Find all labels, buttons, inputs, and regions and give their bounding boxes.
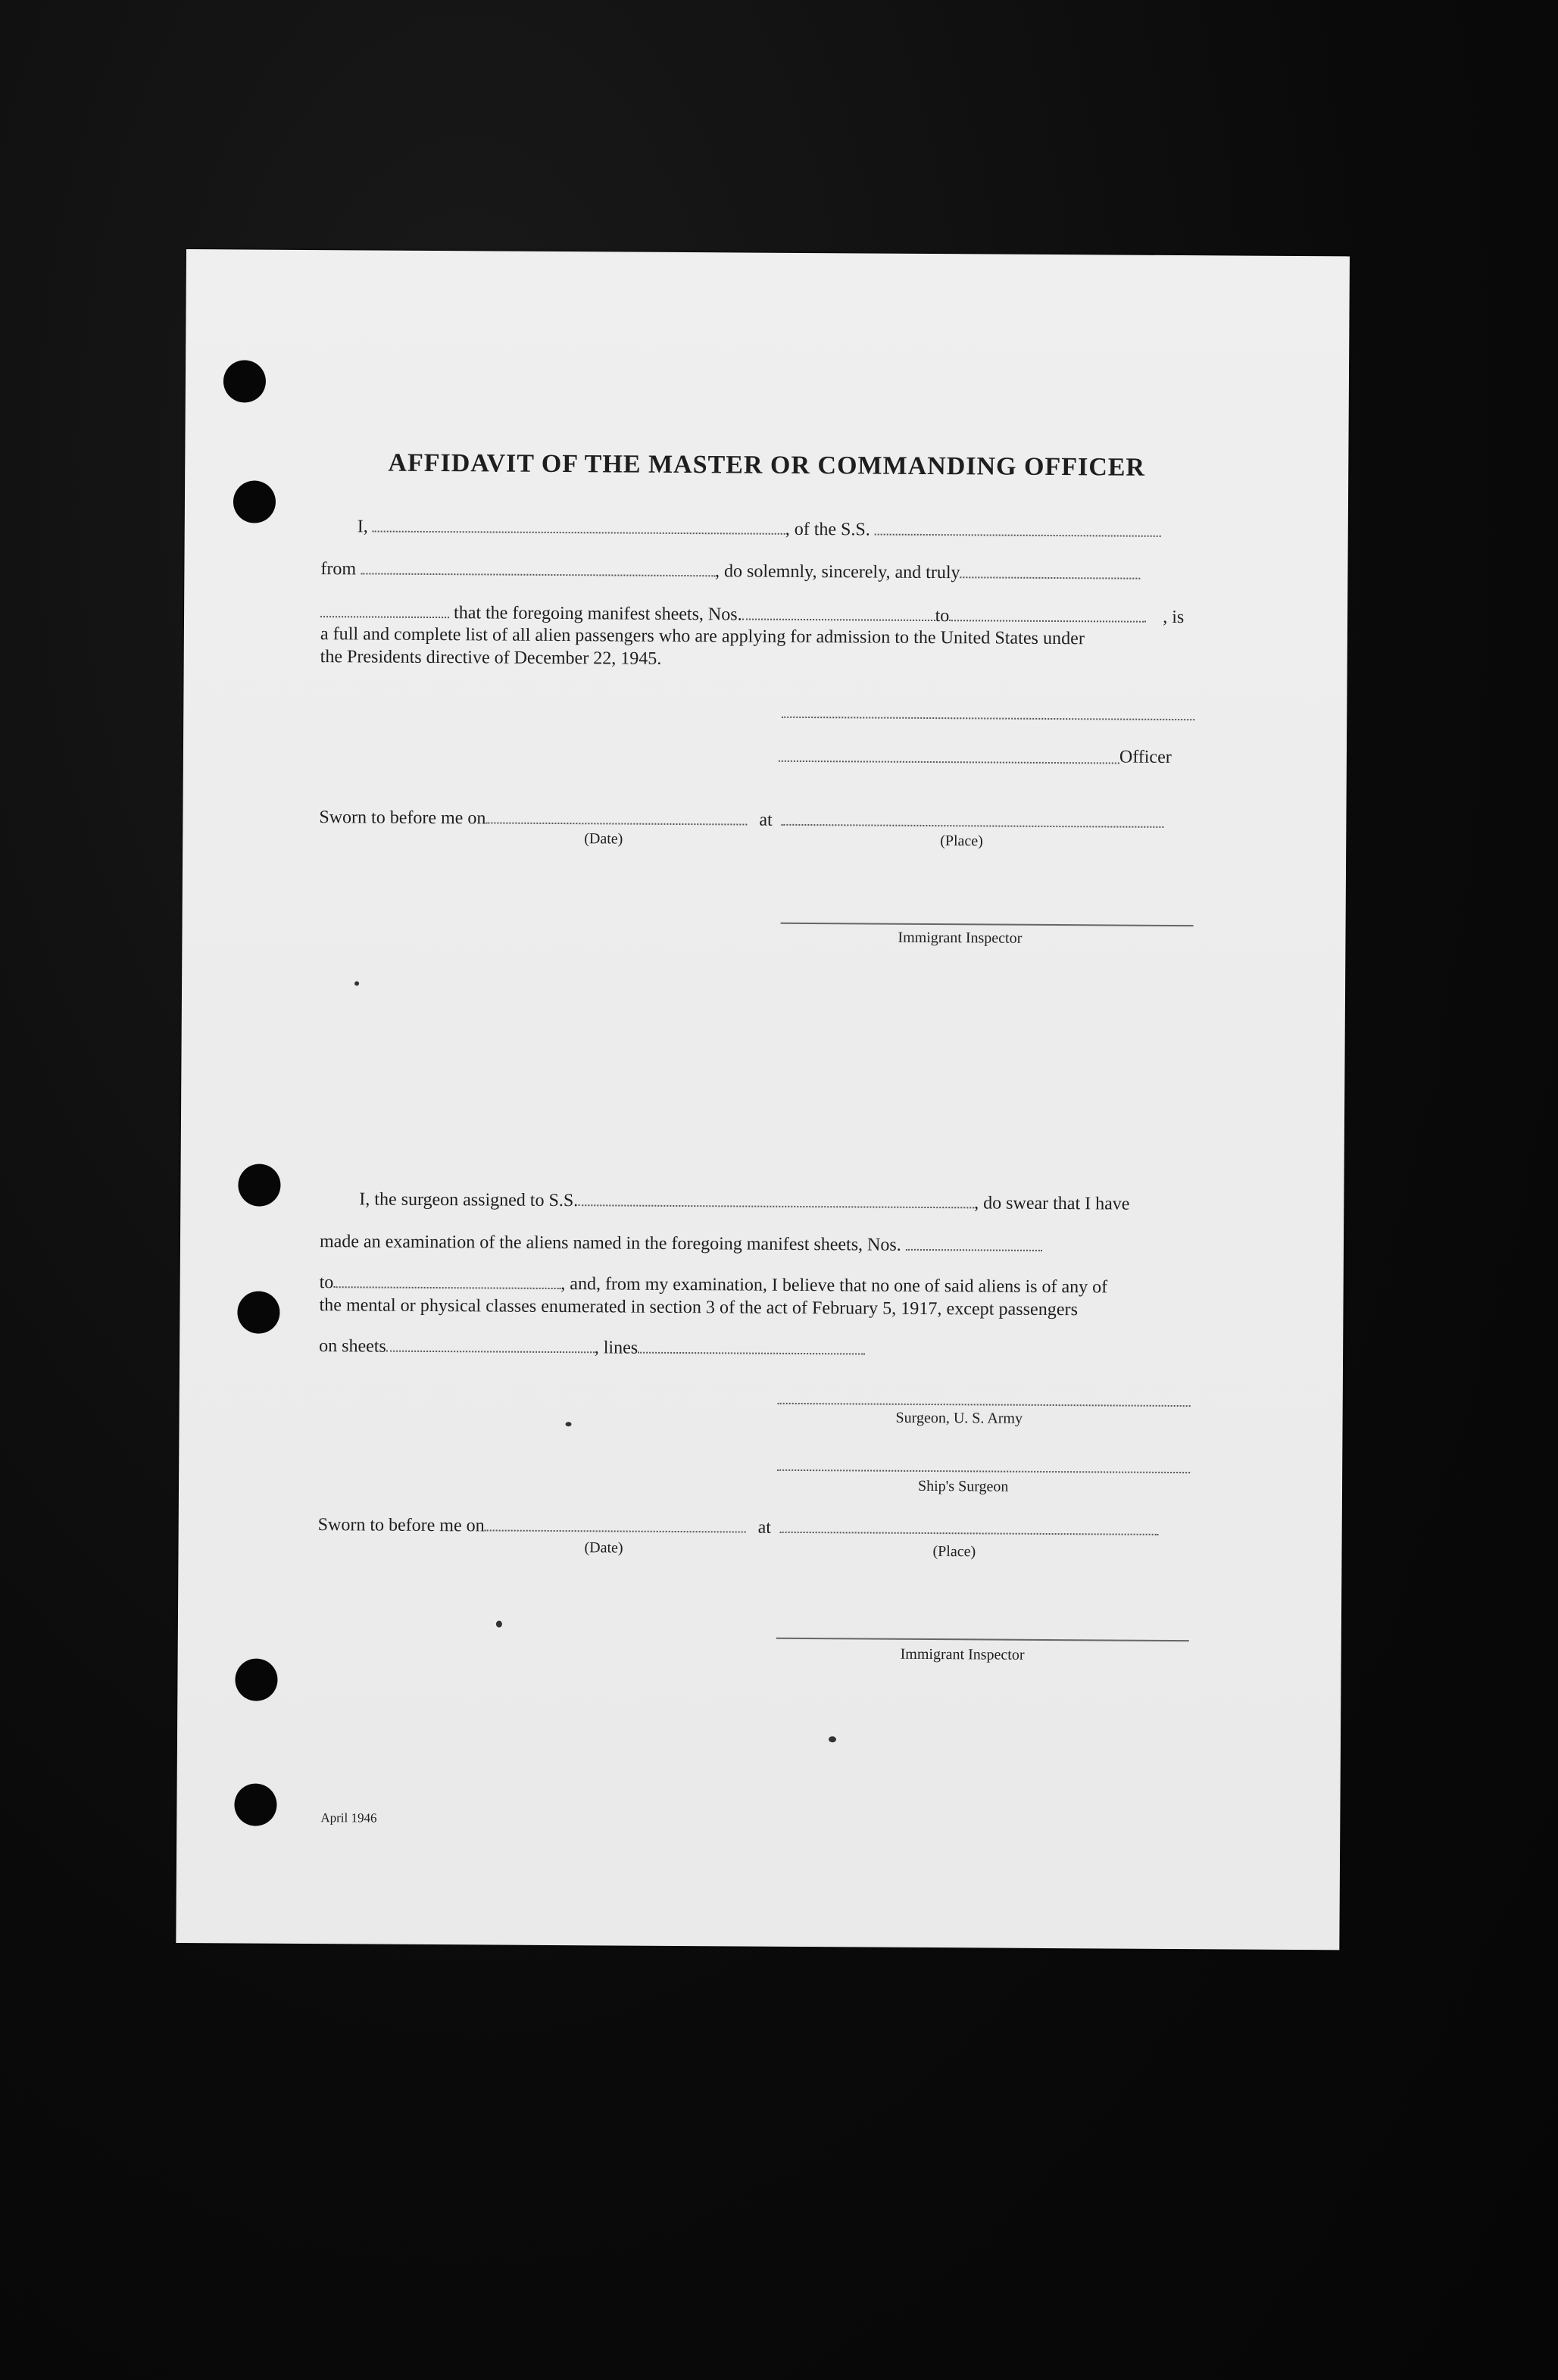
surgeon-sworn-place-field[interactable] — [780, 1516, 1159, 1535]
form-title: AFFIDAVIT OF THE MASTER OR COMMANDING OFFICER — [388, 448, 1146, 482]
master-sworn-date-field[interactable] — [486, 807, 747, 825]
ship-surgeon-signature-line[interactable] — [777, 1470, 1190, 1473]
surgeon-swear-label: , do swear that I have — [974, 1193, 1130, 1214]
master-from-label: from — [320, 559, 357, 579]
affidavit-form-page — [176, 249, 1350, 1950]
punch-hole — [233, 480, 276, 523]
surgeon-place-caption: (Place) — [932, 1543, 976, 1560]
surgeon-on-sheets-field[interactable] — [386, 1335, 595, 1354]
master-solemnly-label: , do solemnly, sincerely, and truly — [714, 561, 960, 583]
surgeon-date-caption: (Date) — [584, 1539, 623, 1557]
master-to-label: to — [935, 606, 950, 626]
master-prefix-field[interactable] — [320, 601, 449, 618]
master-is-label: , is — [1163, 607, 1185, 628]
scan-speck — [829, 1736, 836, 1742]
master-truly-field[interactable] — [960, 561, 1141, 579]
surgeon-inspector-caption: Immigrant Inspector — [900, 1645, 1025, 1663]
surgeon-army-caption: Surgeon, U. S. Army — [895, 1409, 1023, 1427]
surgeon-sworn-line — [318, 1513, 1159, 1541]
surgeon-sheets-from-field[interactable] — [906, 1234, 1042, 1251]
surgeon-army-signature-line[interactable] — [778, 1403, 1191, 1407]
master-i-label: I, — [357, 517, 368, 537]
master-sheets-to-field[interactable] — [949, 604, 1146, 623]
surgeon-i-label: I, the surgeon assigned to S.S. — [359, 1189, 579, 1211]
master-sheets-from-field[interactable] — [742, 603, 935, 621]
surgeon-lines-label: , lines — [594, 1338, 638, 1358]
surgeon-line-4: the mental or physical classes enumerated in section 3 of the act of February 5, 1917, except passengers — [319, 1295, 1079, 1320]
master-port-field[interactable] — [361, 558, 715, 576]
ship-surgeon-caption: Ship's Surgeon — [917, 1477, 1009, 1495]
master-line-1 — [357, 515, 1161, 542]
master-place-caption: (Place) — [940, 832, 983, 850]
master-line-2 — [320, 558, 1140, 586]
master-sworn-line — [319, 806, 1163, 834]
punch-hole — [234, 1783, 276, 1826]
master-name-field[interactable] — [373, 516, 785, 535]
master-inspector-signature-line[interactable] — [781, 923, 1194, 926]
master-date-caption: (Date) — [584, 830, 623, 848]
surgeon-sworn-date-field[interactable] — [485, 1514, 746, 1532]
officer-signature-line-1[interactable] — [782, 717, 1194, 720]
surgeon-line-2: made an examination of the aliens named in the foregoing manifest sheets, Nos. — [320, 1230, 1042, 1257]
surgeon-line-1 — [359, 1188, 1129, 1215]
scan-speck — [566, 1422, 572, 1426]
form-date-footer: April 1946 — [320, 1810, 377, 1826]
master-inspector-caption: Immigrant Inspector — [898, 929, 1023, 947]
master-sheets-label: that the foregoing manifest sheets, Nos. — [453, 603, 742, 625]
master-ship-name-field[interactable] — [875, 519, 1161, 537]
master-line-4: a full and complete list of all alien passengers who are applying for admission to the United States under — [320, 624, 1085, 649]
scan-speck — [354, 981, 359, 985]
surgeon-sworn-label: Sworn to before me on — [317, 1515, 485, 1536]
surgeon-line-5 — [319, 1335, 865, 1360]
surgeon-to-label: to — [319, 1273, 334, 1293]
master-at-label: at — [759, 810, 773, 830]
punch-hole — [238, 1163, 280, 1206]
punch-hole — [235, 1658, 277, 1701]
surgeon-ship-name-field[interactable] — [578, 1189, 974, 1208]
surgeon-at-label: at — [757, 1517, 772, 1538]
officer-signature-line-2[interactable] — [779, 761, 1119, 764]
surgeon-on-sheets-label: on sheets — [319, 1336, 386, 1357]
master-sworn-place-field[interactable] — [782, 809, 1164, 828]
officer-label: Officer — [1119, 747, 1172, 767]
master-sworn-label: Sworn to before me on — [319, 807, 486, 829]
master-line-5: the Presidents directive of December 22, 1945. — [320, 647, 662, 669]
punch-hole — [223, 360, 266, 402]
surgeon-sheets-to-field[interactable] — [333, 1271, 560, 1289]
master-of-ss-label: , of the S.S. — [785, 519, 870, 540]
surgeon-line-3: to , and, from my examination, I believe that no one of said aliens is of any of — [319, 1273, 1108, 1298]
surgeon-lines-field[interactable] — [638, 1337, 865, 1355]
surgeon-inspector-signature-line[interactable] — [776, 1638, 1189, 1641]
scan-speck — [496, 1621, 502, 1628]
punch-hole — [237, 1291, 279, 1333]
